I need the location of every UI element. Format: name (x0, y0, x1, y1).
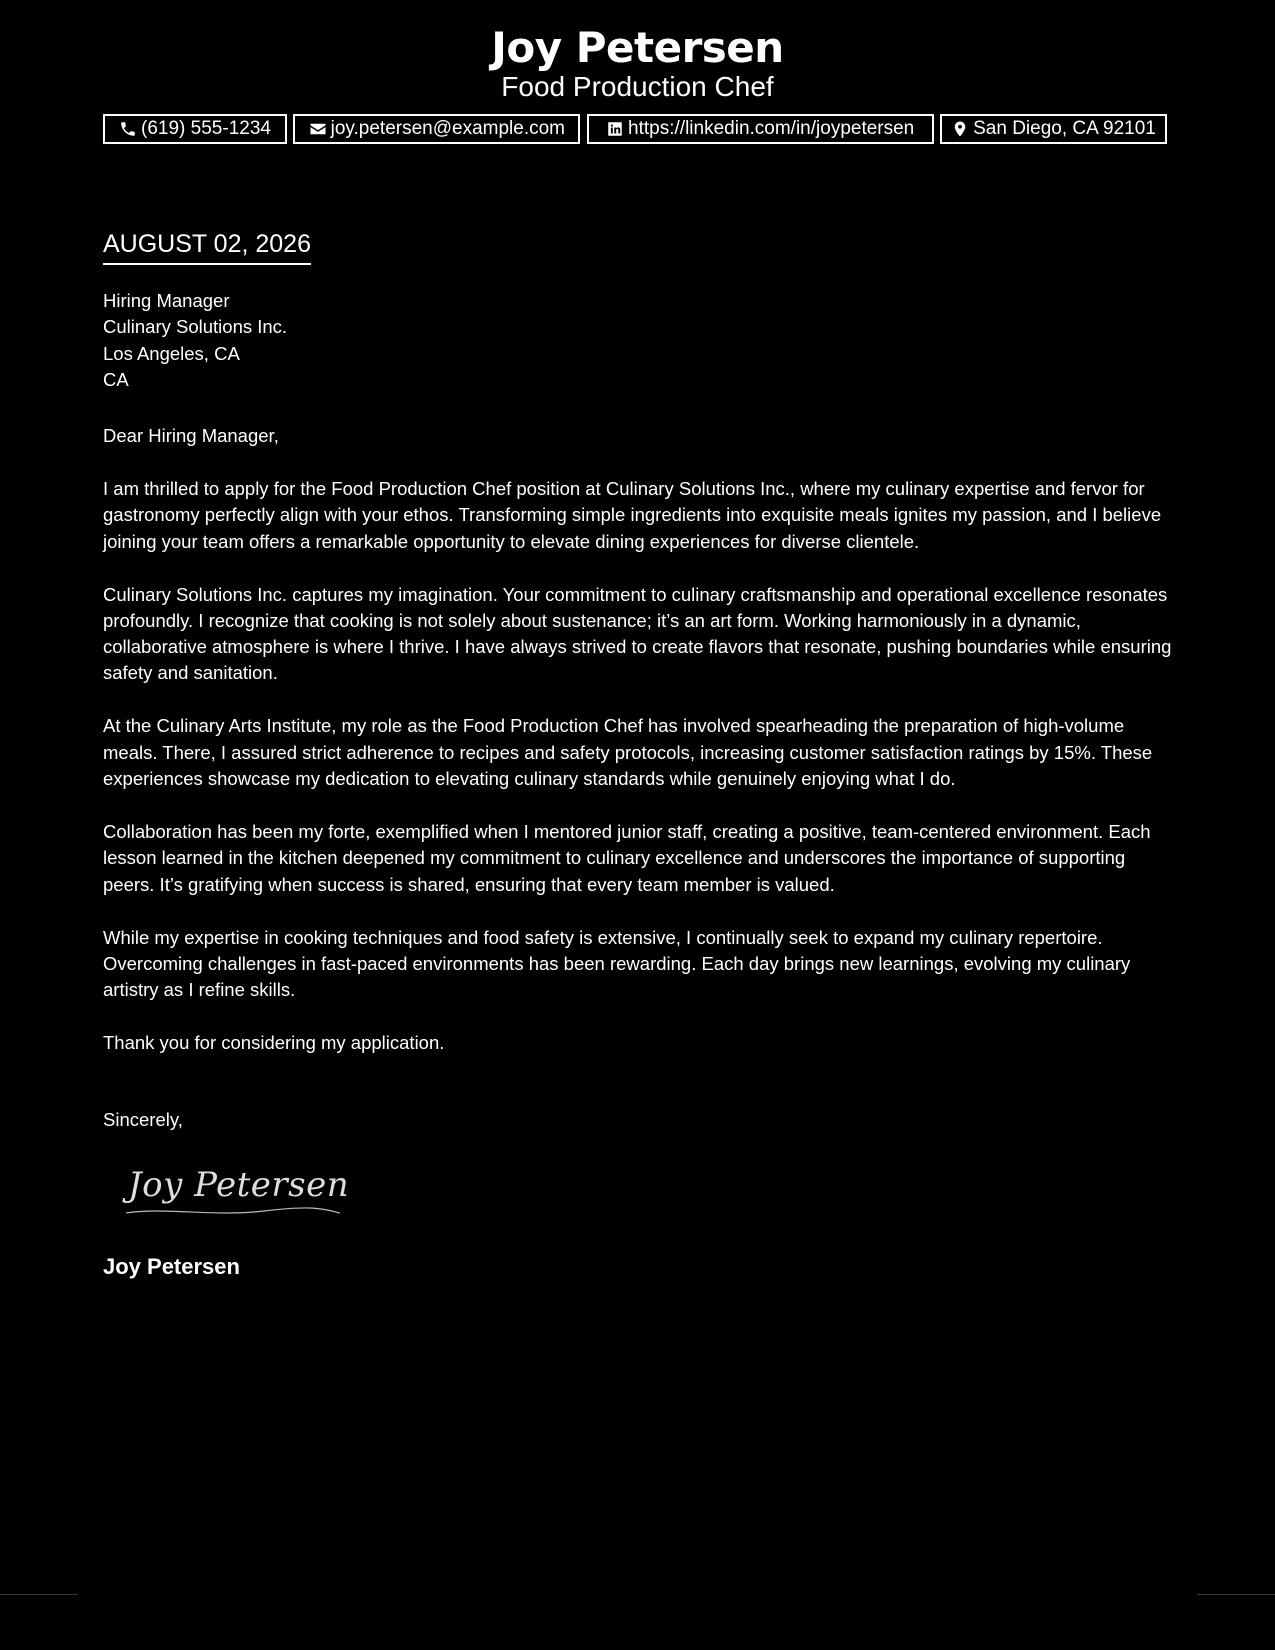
contact-email[interactable] (293, 114, 580, 144)
body-paragraph: I am thrilled to apply for the Food Production Chef position at Culinary Solutions Inc., where my culinary expertise and fervor for gastronomy perfectly align with your ethos. Transforming simple ingredients into exquisite meals ignites my passion, and I believe joining your team offers a remarkable opportunity to elevate dining experiences for diverse clientele. (103, 478, 1162, 552)
recipient-block (103, 288, 1173, 393)
linkedin-url: https://linkedin.com/in/joypetersen (628, 118, 915, 139)
body-paragraph: Collaboration has been my forte, exemplified when I mentored junior staff, creating a positive, team-centered environment. Each lesson learned in the kitchen deepened my commitment to culinary excellence and underscores the importance of supporting peers. It’s gratifying when success is shared, ensuring that every team member is valued. (103, 821, 1151, 895)
job-title: Food Production Chef (501, 71, 774, 102)
salutation: Dear Hiring Manager, (103, 425, 279, 446)
email-address: joy.petersen@example.com (330, 118, 566, 139)
map-pin-icon (951, 120, 969, 138)
letter-date: AUGUST 02, 2026 (103, 227, 311, 265)
envelope-icon (309, 120, 327, 138)
footer-rule-left (0, 1594, 78, 1595)
contact-location[interactable] (940, 114, 1167, 144)
letter-body (103, 476, 1173, 1083)
recipient-line: Culinary Solutions Inc. (103, 316, 288, 338)
linkedin-icon (606, 120, 624, 138)
contact-linkedin[interactable] (587, 114, 934, 144)
applicant-name: Joy Petersen (491, 23, 784, 72)
contact-phone[interactable] (103, 114, 287, 144)
body-paragraph: At the Culinary Arts Institute, my role as the Food Production Chef has involved spearheading the preparation of high-volume meals. There, I assured strict adherence to recipes and safety protocols, increasing customer satisfaction ratings by 15%. These experiences showcase my dedication to elevating culinary standards while genuinely enjoying what I do. (103, 715, 1153, 790)
signature-flourish (124, 1205, 344, 1219)
signed-name: Joy Petersen (103, 1254, 240, 1279)
body-paragraph: Culinary Solutions Inc. captures my imagination. Your commitment to culinary craftsmanship and operational excellence resonates profoundly. I recognize that cooking is not solely about sustenance; it’s an art form. Working harmoniously in a dynamic, collaborative atmosphere is where I thrive. I have always strived to create flavors that resonate, pushing boundaries while ensuring safety and sanitation. (103, 583, 1172, 684)
body-paragraph: Thank you for considering my application. (103, 1032, 445, 1054)
footer-rule-right (1197, 1594, 1275, 1595)
body-paragraph: While my expertise in cooking techniques and food safety is extensive, I continually seek to expand my culinary repertoire. Overcoming challenges in fast-paced environments has been rewarding. Each day brings new learnings, evolving my culinary artistry as I refine skills. (103, 926, 1131, 1001)
letter-header (0, 22, 1275, 103)
closing: Sincerely, (103, 1109, 183, 1130)
contact-bar (103, 114, 1167, 144)
recipient-line: Los Angeles, CA (103, 342, 240, 364)
signature-text: Joy Petersen (128, 1165, 350, 1205)
recipient-line: Hiring Manager (103, 290, 230, 311)
location-text: San Diego, CA 92101 (973, 118, 1156, 139)
phone-number: (619) 555-1234 (141, 118, 271, 139)
handwritten-signature (128, 1165, 349, 1205)
recipient-line: CA (103, 368, 129, 390)
phone-icon (119, 120, 137, 138)
